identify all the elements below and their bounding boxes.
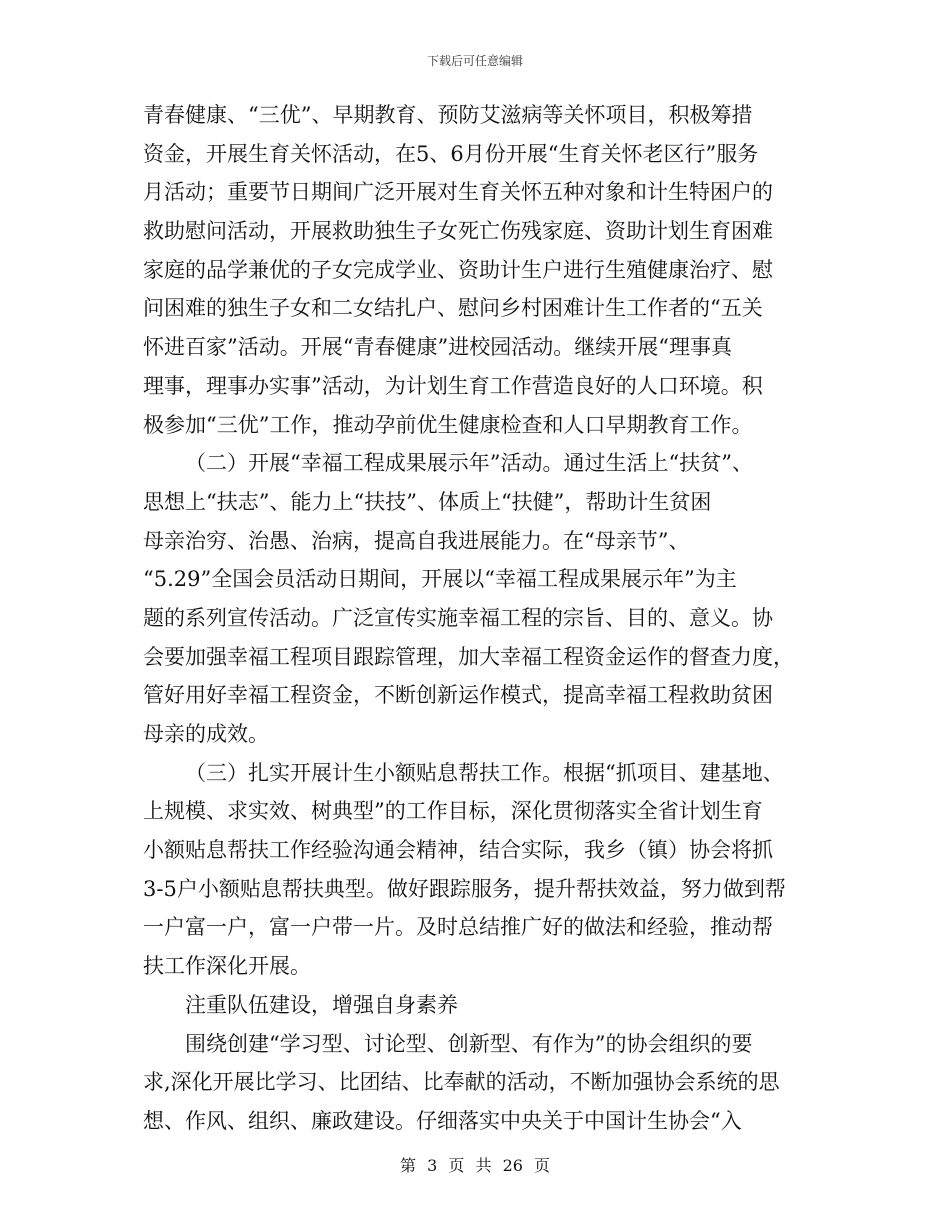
page-label-mid: 页 — [448, 1156, 465, 1175]
paragraph-start-line: （三）扎实开展计生小额贴息帮扶工作。根据“抓项目、建基地、 — [185, 760, 784, 785]
body-line: 资金，开展生育关怀活动，在5、6月份开展“生育关怀老区行”服务 — [143, 141, 759, 166]
body-line: 题的系列宣传活动。广泛宣传实施幸福工程的宗旨、目的、意义。协 — [143, 605, 773, 630]
body-line: 思想上“扶志”、能力上“扶技”、体质上“扶健”，帮助计生贫困 — [143, 489, 712, 514]
body-line: 青春健康、“三优”、早期教育、预防艾滋病等关怀项目，积极筹措 — [143, 103, 753, 127]
total-label: 共 — [475, 1156, 492, 1175]
body-line: 母亲的成效。 — [143, 722, 269, 746]
page-header: 下载后可任意编辑 — [426, 54, 523, 68]
body-line: 管好用好幸福工程资金，不断创新运作模式，提高幸福工程救助贫困 — [143, 683, 773, 708]
body-line: 月活动；重要节日期间广泛开展对生育关怀五种对象和计生特困户的 — [143, 180, 773, 205]
page-number: 3 — [427, 1156, 438, 1175]
body-line: 3-5户小额贴息帮扶典型。做好跟踪服务，提升帮扶效益，努力做到帮 — [143, 876, 786, 901]
body-line: 小额贴息帮扶工作经验沟通会精神，结合实际，我乡（镇）协会将抓 — [143, 838, 773, 863]
body-line: 一户富一户，富一户带一片。及时总结推广好的做法和经验，推动帮 — [143, 915, 773, 940]
body-line: 想、作风、组织、廉政建设。仔细落实中央关于中国计生协会“入 — [143, 1108, 742, 1133]
page-label-suffix: 页 — [534, 1156, 551, 1175]
body-line: 理事，理事办实事”活动，为计划生育工作营造良好的人口环境。积 — [143, 373, 763, 398]
body-line: 极参加“三优”工作，推动孕前优生健康检查和人口早期教育工作。 — [143, 412, 753, 437]
body-line: 扶工作深化开展。 — [143, 954, 311, 979]
paragraph-start-line: （二）开展“幸福工程成果展示年”活动。通过生活上“扶贫”、 — [185, 451, 753, 476]
body-line: 会要加强幸福工程项目跟踪管理，加大幸福工程资金运作的督查力度， — [143, 644, 794, 669]
section-heading: 注重队伍建设，增强自身素养 — [185, 992, 458, 1017]
body-line: 母亲治穷、治愚、治病，提高自我进展能力。在“母亲节”、 — [143, 528, 690, 553]
page-footer — [0, 1153, 950, 1176]
body-line: 上规模、求实效、树典型”的工作目标，深化贯彻落实全省计划生育 — [143, 799, 763, 824]
body-line: 家庭的品学兼优的子女完成学业、资助计生户进行生殖健康治疗、慰 — [143, 257, 773, 282]
document-body — [143, 96, 813, 1141]
total-pages: 26 — [502, 1156, 523, 1175]
page-label-prefix: 第 — [399, 1156, 416, 1175]
body-line: “5.29”全国会员活动日期间，开展以“幸福工程成果展示年”为主 — [143, 567, 737, 592]
body-line: 求,深化开展比学习、比团结、比奉献的活动，不断加强协会系统的思 — [143, 1070, 780, 1095]
body-line: 怀进百家”活动。开展“青春健康”进校园活动。继续开展“理事真 — [143, 335, 732, 360]
paragraph-start-line: 围绕创建“学习型、讨论型、创新型、有作为”的协会组织的要 — [185, 1031, 753, 1056]
body-line: 救助慰问活动，开展救助独生子女死亡伤残家庭、资助计划生育困难 — [143, 219, 773, 244]
body-line: 问困难的独生子女和二女结扎户、慰问乡村困难计生工作者的“五关 — [143, 296, 763, 321]
